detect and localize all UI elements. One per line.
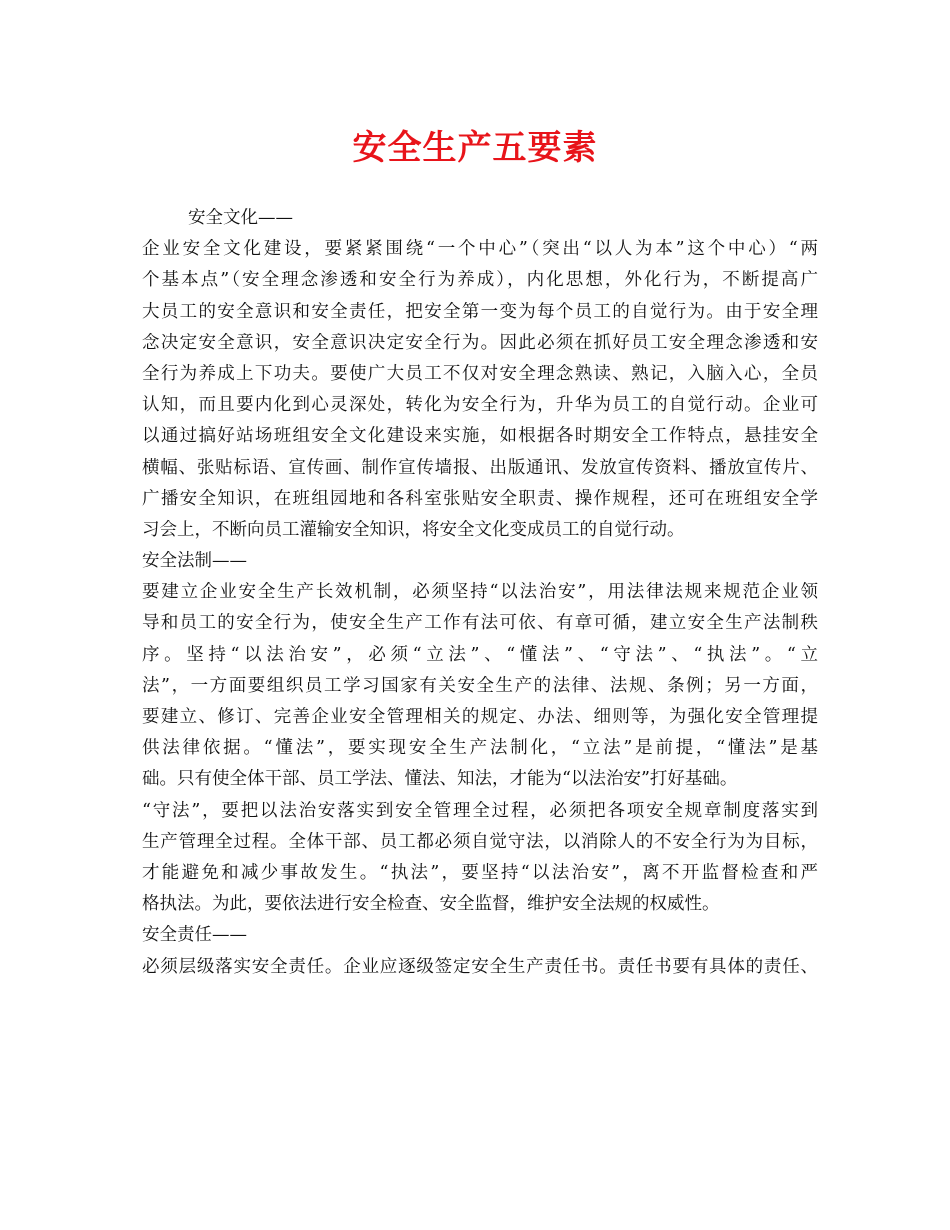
section-heading-safety-responsibility: 安全责任—— (142, 925, 247, 946)
paragraph-line: 广播安全知识，在班组园地和各科室张贴安全职责、操作规程，还可在班组安全学 (142, 488, 818, 509)
paragraph-line: 法”，一方面要组织员工学习国家有关安全生产的法律、法规、条例；另一方面， (142, 675, 818, 696)
paragraph-line: 认知，而且要内化到心灵深处，转化为安全行为，升华为员工的自觉行动。企业可 (142, 395, 818, 416)
document-title: 安全生产五要素 (352, 128, 598, 168)
paragraph-line: 念决定安全意识，安全意识决定安全行为。因此必须在抓好员工安全理念渗透和安 (142, 332, 818, 353)
paragraph-line: 格执法。为此，要依法进行安全检查、安全监督，维护安全法规的权威性。 (142, 894, 720, 915)
paragraph-line: 供法律依据。“懂法”，要实现安全生产法制化，“立法”是前提，“懂法”是基 (142, 738, 818, 759)
paragraph-line: 大员工的安全意识和安全责任，把安全第一变为每个员工的自觉行为。由于安全理 (142, 301, 818, 322)
paragraph-line: 全行为养成上下功夫。要使广大员工不仅对安全理念熟读、熟记，入脑入心，全员 (142, 363, 818, 384)
paragraph-line: 才能避免和减少事故发生。“执法”，要坚持“以法治安”，离不开监督检查和严 (142, 862, 818, 883)
section-heading-safety-culture: 安全文化—— (188, 208, 293, 228)
paragraph-line: 企业安全文化建设，要紧紧围绕“一个中心”（突出“以人为本”这个中心）“两 (142, 239, 818, 260)
paragraph-line: 必须层级落实安全责任。企业应逐级签定安全生产责任书。责任书要有具体的责任、 (142, 956, 818, 977)
paragraph-line: 横幅、张贴标语、宣传画、制作宣传墙报、出版通讯、发放宣传资料、播放宣传片、 (142, 457, 818, 478)
paragraph-line: 础。只有使全体干部、员工学法、懂法、知法，才能为“以法治安”打好基础。 (142, 769, 738, 790)
paragraph-line: 个基本点”（安全理念渗透和安全行为养成），内化思想，外化行为，不断提高广 (142, 270, 818, 291)
section-heading-safety-legal: 安全法制—— (142, 551, 247, 572)
paragraph-line: “守法”，要把以法治安落实到安全管理全过程，必须把各项安全规章制度落实到 (142, 800, 818, 821)
paragraph-line: 以通过搞好站场班组安全文化建设来实施，如根据各时期安全工作特点，悬挂安全 (142, 426, 818, 447)
paragraph-line: 要建立企业安全生产长效机制，必须坚持“以法治安”，用法律法规来规范企业领 (142, 582, 818, 603)
paragraph-line: 生产管理全过程。全体干部、员工都必须自觉守法，以消除人的不安全行为为目标， (142, 831, 818, 852)
paragraph-line: 要建立、修订、完善企业安全管理相关的规定、办法、细则等，为强化安全管理提 (142, 707, 818, 727)
paragraph-line: 导和员工的安全行为，使安全生产工作有法可依、有章可循，建立安全生产法制秩 (142, 613, 818, 634)
paragraph-line: 习会上，不断向员工灌输安全知识，将安全文化变成员工的自觉行动。 (142, 519, 685, 540)
paragraph-line: 序。坚持“以法治安”，必须“立法”、“懂法”、“守法”、“执法”。“立 (142, 644, 818, 665)
document-body (142, 203, 818, 983)
